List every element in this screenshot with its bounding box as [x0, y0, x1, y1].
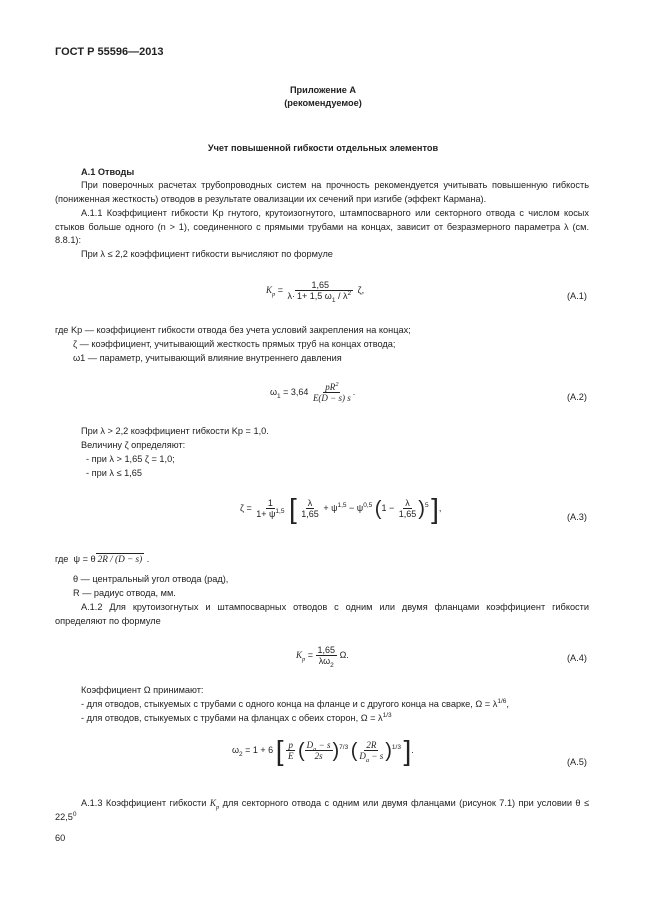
where-radius: R — радиус отвода, мм.	[73, 588, 176, 598]
page-number: 60	[55, 833, 66, 843]
section-title: Учет повышенной гибкости отдельных элементов	[207, 143, 439, 153]
standard-header: ГОСТ Р 55596—2013	[55, 46, 164, 58]
where-psi: где ψ = θ 2R / (D − s) .	[55, 554, 150, 564]
equation-a3: ζ = $\frac{1}{1+ \psi^{1,5}}$ [ $\frac{\lambda}{1,65}$ + $\psi^{1,5} - \psi^{0,5}$ (1 − $\frac{\lambda}{1,65}$ )$^5$ ],	[240, 492, 442, 524]
equation-number-a4: (А.4)	[567, 653, 587, 663]
equation-number-a1: (А.1)	[567, 291, 587, 301]
paragraph-a11: А.1.1 Коэффициент гибкости Kp гнутого, крутоизогнутого, штампосварного или секторного отвода с числом косых стыков больше одного (n > 1), соединенного с прямыми трубами на концах, зависит от безразмерного параметра λ (см. 8.8.1):	[55, 208, 589, 246]
paragraph-a12: А.1.2 Для крутоизогнутых и штампосварных отводов с одним или двумя фланцами коэффициент гибкости определяют по формуле	[55, 602, 589, 626]
paragraph-zeta-def: Величину ζ определяют:	[81, 440, 186, 450]
equation-a5: $\omega_2 = 1 + 6$ [ $\frac{p}{E}$ ( $\frac{D_a - s}{2s}$ )$^{7/3}$ ( $\frac{2R}{D_a - s}$ )$^{1/3}$ ].	[232, 734, 414, 766]
appendix-title: Приложение А	[289, 85, 357, 95]
paragraph-intro: При поверочных расчетах трубопроводных систем на прочность рекомендуется учитывать повышенную гибкость (пониженная жесткость) отводов в результате овализации их сечений при изгибе (эффект Кармана).	[55, 180, 589, 204]
equation-a1: $K_p$ = $\frac{1,65}{\lambda\cdot 1+ 1,5 \omega_1 / \lambda^2}$ ζ,	[266, 280, 365, 305]
list-item-omega-2: - для отводов, стыкуемых с трубами на фланцах с обеих сторон, $\Omega = \lambda^{1/3}$	[81, 711, 392, 723]
where-omega1: ω1 — параметр, учитывающий влияние внутреннего давления	[73, 353, 342, 363]
where-theta: θ — центральный угол отвода (рад),	[73, 574, 229, 584]
where-kp: где Kp — коэффициент гибкости отвода без учета условий закрепления на концах;	[55, 325, 411, 335]
subsection-heading: А.1 Отводы	[81, 167, 135, 177]
equation-number-a5: (А.5)	[567, 757, 587, 767]
list-item-omega-1: - для отводов, стыкуемых с трубами с одного конца на фланце и с другого конца на сварке, $\Omega = \lambda^{1/6}$,	[81, 697, 509, 709]
equation-a4: $K_p$ = $\frac{1,65}{\lambda\omega_2}$ Ω.	[296, 645, 349, 670]
equation-number-a2: (А.2)	[567, 392, 587, 402]
list-item-zeta-1: - при λ > 1,65 ζ = 1,0;	[86, 454, 175, 464]
paragraph-omega: Коэффициент Ω принимают:	[81, 685, 204, 695]
equation-number-a3: (А.3)	[567, 512, 587, 522]
paragraph-lambda-gt: При λ > 2,2 коэффициент гибкости Kp = 1,0.	[81, 426, 269, 436]
list-item-zeta-2: - при λ ≤ 1,65	[86, 468, 143, 478]
equation-a2: $\omega_1 = 3,64$ $\frac{pR^2}{E(D - s) s}$ .	[270, 381, 356, 404]
appendix-subtitle: (рекомендуемое)	[284, 98, 362, 108]
where-zeta: ζ — коэффициент, учитывающий жесткость прямых труб на концах отвода;	[73, 339, 396, 349]
paragraph-condition: При λ ≤ 2,2 коэффициент гибкости вычисляют по формуле	[81, 249, 333, 259]
paragraph-a13: А.1.3 Коэффициент гибкости $K_p$ для секторного отвода с одним или двумя фланцами (рисунок 7.1) при условии $\theta \le 22,5^0$	[55, 798, 589, 822]
